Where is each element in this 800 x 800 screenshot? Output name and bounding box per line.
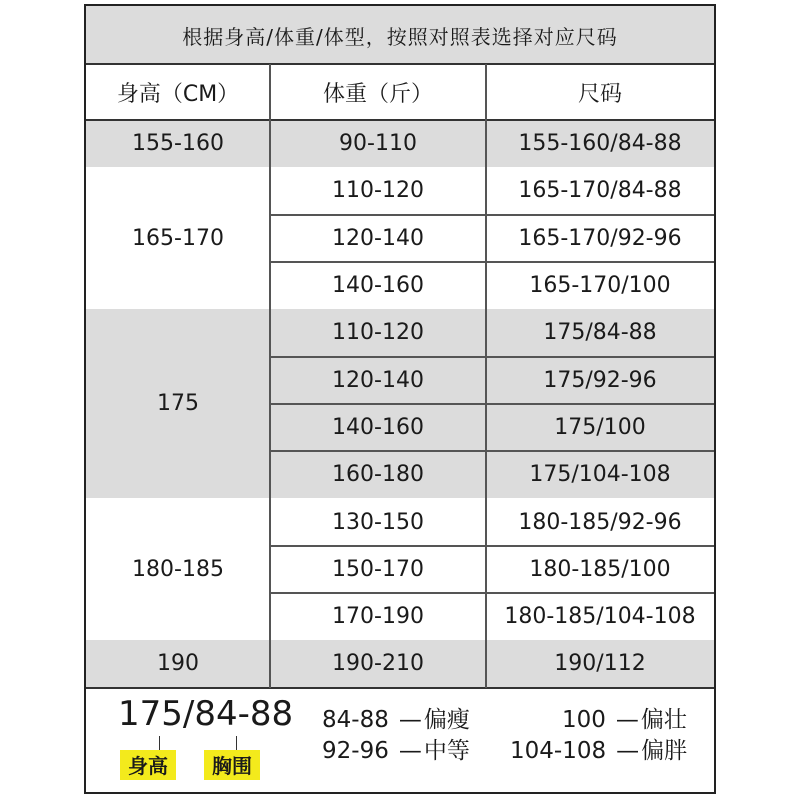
table-bottom xyxy=(86,687,714,689)
legend-body-type: 偏胖 xyxy=(641,737,688,764)
row-divider xyxy=(270,214,714,216)
header-height: 身高（CM） xyxy=(116,81,240,107)
legend-item xyxy=(562,706,687,734)
size-chart xyxy=(84,4,716,794)
size-cell: 180-185/100 xyxy=(529,556,671,582)
legend-example: 175/84-88 xyxy=(118,693,294,734)
legend-dash: — xyxy=(398,706,422,733)
legend-dash: — xyxy=(616,737,640,764)
row-divider xyxy=(270,403,714,405)
weight-cell: 110-120 xyxy=(332,320,424,346)
row-divider xyxy=(270,592,714,594)
size-cell: 175/92-96 xyxy=(543,367,657,393)
weight-cell: 130-150 xyxy=(332,509,424,535)
legend-body-type: 中等 xyxy=(423,737,470,764)
height-cell: 175 xyxy=(157,391,199,417)
row-divider xyxy=(270,450,714,452)
size-cell: 165-170/84-88 xyxy=(518,178,682,204)
weight-cell: 150-170 xyxy=(332,556,424,582)
header-size: 尺码 xyxy=(577,81,622,107)
size-cell: 175/100 xyxy=(554,414,646,440)
weight-cell: 120-140 xyxy=(332,225,424,251)
legend-range: 84-88 xyxy=(322,706,389,733)
weight-cell: 140-160 xyxy=(332,273,424,299)
legend-dash: — xyxy=(615,706,639,733)
col-divider xyxy=(485,64,487,688)
height-cell: 165-170 xyxy=(132,225,224,251)
height-cell: 190 xyxy=(157,651,199,677)
height-label: 身高 xyxy=(120,750,176,780)
row-divider xyxy=(270,356,714,358)
legend-dash: — xyxy=(398,737,422,764)
chart-title: 根据身高/体重/体型，按照对照表选择对应尺码 xyxy=(86,6,714,64)
weight-cell: 190-210 xyxy=(332,651,424,677)
weight-cell: 160-180 xyxy=(332,462,424,488)
weight-cell: 110-120 xyxy=(332,178,424,204)
weight-cell: 90-110 xyxy=(339,131,417,157)
legend-range: 92-96 xyxy=(322,737,389,764)
legend-body-type: 偏瘦 xyxy=(423,706,470,733)
size-cell: 165-170/100 xyxy=(529,273,671,299)
size-cell: 175/84-88 xyxy=(543,320,657,346)
row-divider xyxy=(270,261,714,263)
row-divider xyxy=(270,545,714,547)
legend-range: 100 xyxy=(562,706,606,733)
size-cell: 165-170/92-96 xyxy=(518,225,682,251)
title-divider xyxy=(86,63,714,65)
size-cell: 190/112 xyxy=(554,651,646,677)
legend-range: 104-108 xyxy=(510,737,607,764)
header-weight: 体重（斤） xyxy=(322,81,433,107)
size-cell: 175/104-108 xyxy=(529,462,671,488)
chest-label: 胸围 xyxy=(204,750,260,780)
legend-item xyxy=(510,737,687,765)
legend-item xyxy=(322,737,470,765)
legend-item xyxy=(322,706,470,734)
height-cell: 155-160 xyxy=(132,131,224,157)
weight-cell: 170-190 xyxy=(332,604,424,630)
height-cell: 180-185 xyxy=(132,556,224,582)
weight-cell: 120-140 xyxy=(332,367,424,393)
size-cell: 155-160/84-88 xyxy=(518,131,682,157)
size-cell: 180-185/92-96 xyxy=(518,509,682,535)
legend-body-type: 偏壮 xyxy=(640,706,687,733)
size-cell: 180-185/104-108 xyxy=(504,604,696,630)
header-divider xyxy=(86,119,714,121)
col-divider xyxy=(269,64,271,688)
weight-cell: 140-160 xyxy=(332,414,424,440)
